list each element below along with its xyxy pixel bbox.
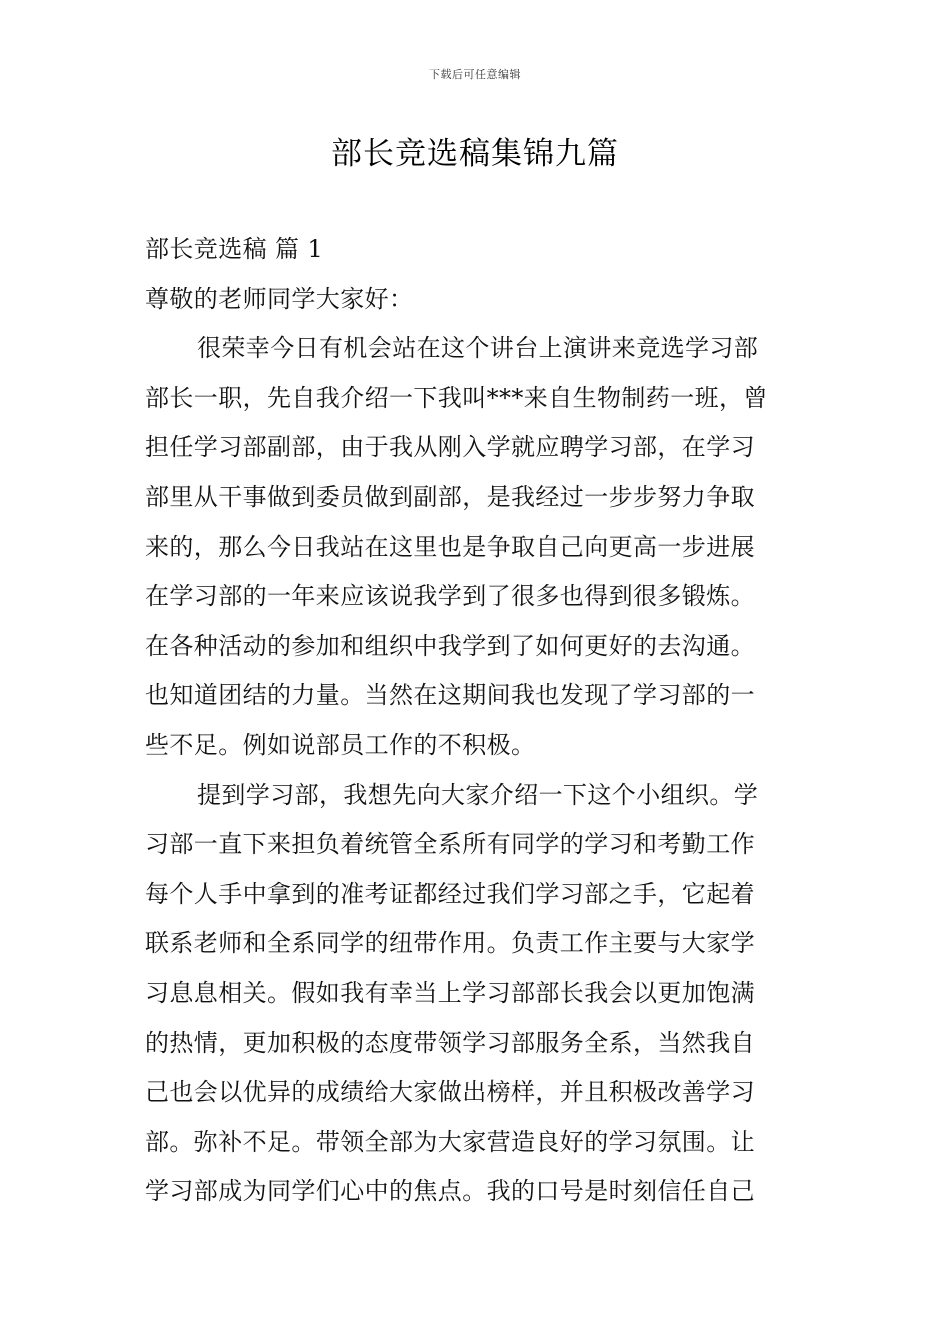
- section-heading: 部长竞选稿 篇 1: [145, 235, 324, 263]
- text-line: 些不足。例如说部员工作的不积极。: [145, 730, 536, 759]
- header-note: 下载后可任意编辑: [429, 68, 521, 81]
- text-line: 很荣幸今日有机会站在这个讲台上演讲来竞选学习部: [197, 334, 759, 363]
- text-line: 担任学习部副部，由于我从刚入学就应聘学习部，在学习: [145, 433, 755, 462]
- text-line: 尊敬的老师同学大家好：: [145, 284, 414, 313]
- text-line: 部里从干事做到委员做到副部，是我经过一步步努力争取: [145, 482, 755, 511]
- text-line: 部。弥补不足。带领全部为大家营造良好的学习氛围。让: [145, 1127, 755, 1156]
- text-line: 部长一职，先自我介绍一下我叫***来自生物制药一班，曾: [145, 383, 768, 412]
- text-line: 来的，那么今日我站在这里也是争取自己向更高一步进展: [145, 532, 755, 561]
- text-line: 在学习部的一年来应该说我学到了很多也得到很多锻炼。: [145, 582, 755, 611]
- document-title: 部长竞选稿集锦九篇: [331, 136, 619, 172]
- text-line: 在各种活动的参加和组织中我学到了如何更好的去沟通。: [145, 631, 755, 660]
- text-line: 习部一直下来担负着统管全系所有同学的学习和考勤工作: [145, 830, 755, 859]
- text-line: 习息息相关。假如我有幸当上学习部部长我会以更加饱满: [145, 978, 755, 1007]
- document-body: [145, 225, 807, 1217]
- text-line: 的热情，更加积极的态度带领学习部服务全系，当然我自: [145, 1028, 755, 1057]
- text-line: 也知道团结的力量。当然在这期间我也发现了学习部的一: [145, 681, 755, 710]
- text-line: 学习部成为同学们心中的焦点。我的口号是时刻信任自己: [145, 1177, 755, 1206]
- text-line: 联系老师和全系同学的纽带作用。负责工作主要与大家学: [145, 929, 755, 958]
- text-line: 己也会以优异的成绩给大家做出榜样，并且积极改善学习: [145, 1078, 755, 1107]
- text-line: 每个人手中拿到的准考证都经过我们学习部之手，它起着: [145, 879, 755, 908]
- text-line: 提到学习部，我想先向大家介绍一下这个小组织。学: [197, 780, 759, 809]
